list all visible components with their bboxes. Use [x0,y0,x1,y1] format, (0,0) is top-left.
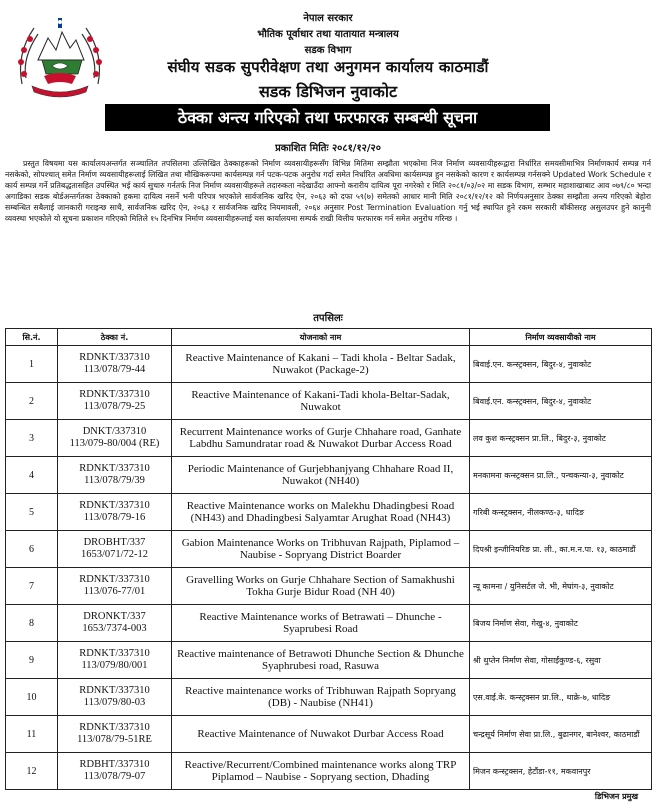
table-row [6,716,652,753]
cell-contract-no: RDNKT/337310 113/078/79-44 [58,346,172,383]
cell-project-name: Reactive/Recurrent/Combined maintenance works along TRP Piplamod – Naubise - Sopryang section, Dhading [172,753,470,790]
cell-builder-name: बिवाई.एन. कन्स्ट्रक्सन, बिदुर-४, नुवाकोट [470,346,652,383]
table-row [6,531,652,568]
cell-serial: 5 [6,494,58,531]
table-row [6,642,652,679]
cell-project-name: Periodic Maintenance of Gurjebhanjyang Chhahare Road II, Nuwakot (NH40) [172,457,470,494]
cell-contract-no: RDBHT/337310 113/078/79-07 [58,753,172,790]
department-name: सडक विभाग [304,45,352,56]
cell-builder-name: गरिबी कन्स्ट्रक्सन, नीलकण्ठ-३, धादिङ [470,494,652,531]
cell-builder-name: श्री थुप्तेन निर्माण सेवा, गोसाईंकुण्ड-६, रसुवा [470,642,652,679]
cell-project-name: Reactive Maintenance of Nuwakot Durbar Access Road [172,716,470,753]
cell-serial: 12 [6,753,58,790]
cell-serial: 3 [6,420,58,457]
cell-project-name: Reactive maintenance works of Tribhuwan Rajpath Sopryang (DB) - Naubise (NH41) [172,679,470,716]
cell-contract-no: RDNKT/337310 113/078/79/39 [58,457,172,494]
table-row [6,605,652,642]
table-row [6,679,652,716]
gov-name: नेपाल सरकार [303,13,353,24]
cell-contract-no: DRONKT/337 1653/7374-003 [58,605,172,642]
col-header-contract: ठेक्का नं. [58,329,172,346]
table-row [6,457,652,494]
cell-project-name: Reactive Maintenance works of Betrawati – Dhunche - Syaprubesi Road [172,605,470,642]
cell-builder-name: एस.वाई.के. कन्स्ट्रक्सन प्रा.लि., थाक्रे-७, धादिङ [470,679,652,716]
cell-contract-no: DNKT/337310 113/079-80/004 (RE) [58,420,172,457]
col-header-sn: सि.नं. [6,329,58,346]
table-row [6,420,652,457]
cell-serial: 10 [6,679,58,716]
cell-builder-name: लव कुश कन्स्ट्रक्सन प्रा.लि., बिदुर-३, नुवाकोट [470,420,652,457]
cell-project-name: Reactive Maintenance of Kakani – Tadi khola - Beltar Sadak, Nuwakot (Package-2) [172,346,470,383]
table-row [6,753,652,790]
cell-contract-no: RDNKT/337310 113/079/80/001 [58,642,172,679]
notice-title: ठेक्का अन्त्य गरिएको तथा फरफारक सम्बन्धी सूचना [105,104,550,131]
cell-contract-no: RDNKT/337310 113/079/80-03 [58,679,172,716]
cell-serial: 6 [6,531,58,568]
contracts-table [5,328,652,790]
tapsil-label: तपसिलः [313,313,343,324]
cell-project-name: Gabion Maintenance Works on Tribhuvan Rajpath, Piplamod – Naubise - Sopryang District Boarder [172,531,470,568]
cell-serial: 7 [6,568,58,605]
cell-contract-no: RDNKT/337310 113/076-77/01 [58,568,172,605]
cell-project-name: Recurrent Maintenance works of Gurje Chhahare road, Ganhate Labdhu Samundratar road & Nuwakot Durbar Access Road [172,420,470,457]
cell-contract-no: DROBHT/337 1653/071/72-12 [58,531,172,568]
cell-serial: 4 [6,457,58,494]
cell-contract-no: RDNKT/337310 113/078/79-16 [58,494,172,531]
table-row [6,383,652,420]
cell-project-name: Reactive Maintenance works on Malekhu Dhadingbesi Road (NH43) and Dhadingbesi Salyamtar Arughat Road (NH43) [172,494,470,531]
cell-builder-name: मनकामना कन्स्ट्रक्सन प्रा.लि., पन्चकन्या-३, नुवाकोट [470,457,652,494]
table-header-row [6,329,652,346]
cell-contract-no: RDNKT/337310 113/078/79-25 [58,383,172,420]
table-row [6,494,652,531]
cell-builder-name: बिवाई.एन. कन्स्ट्रक्सन, बिदुर-४, नुवाकोट [470,383,652,420]
cell-serial: 9 [6,642,58,679]
table-row [6,568,652,605]
notice-body: प्रस्तुत विषयमा यस कार्यालयअन्तर्गत सञ्चालित तपसिलमा उल्लिखित ठेक्काहरूको निर्माण व्यवसायीहरूसँग विभिन्न मितिमा सम्झौता भएकोमा निज निर्माण व्यवसायीहरूद्वारा निर्धारित समयसीमाभित्र निर्माणकार्य सम्पन्न गर्न नसकेको, सोपश्चात् समेत निर्माण व्यवसायीहरूलाई लिखित तथा मौखिकरूपमा कार्यसम्पन्न गर्न पटक-पटक अनुरोध गर्दा समेत निर्धारित अवधिमा कार्यसम्पन्न हुन नसकेको कारण र कार्यसम्पन्न गर्नसक्ने Updated Work Schedule र कार्य सम्पन्न गर्ने प्रतिबद्धतासहित उपस्थित भई कार्य सुचारु गर्नतर्फ निज निर्माण व्यवसायीहरूले तदारुकता नदेखाउँदा आफ्नो करारीय दायित्व पूरा नगरेको र मिति २०८१/०३/०२ मा सडक विभाग, सम्भार महाशाखाबाट आव ०७९/८० भन्दा अगाडिका सडक बोर्डअन्तर्गतका ठेक्काको हकमा दायित्व नसर्ने भनी परिपत्र भएकोले सार्वजनिक खरिद ऐन, २०६३ को दफा ५९(७) समेतको आधार मानी मिति २०८१/१२/१२ को निर्णयअनुसार ठेक्का सम्झौता अन्त्य गरिएको बेहोरा सम्बन्धित सबैलाई जानकारी गराइन्छ साथै, सार्वजनिक खरिद ऐन, २०६३ र सार्वजनिक खरिद नियमावली, २०६४ अनुसार Post Termination Evaluation गर्नु भई स्थापित हुने रकम सरकारी बाँकीसरह असुलउपर हुने कानुनी व्यवस्था भएकोले यो सूचना प्रकाशन गरिएको मितिले १५ दिनभित्र निर्माण व्यवसायीहरूलाई यस कार्यालयमा सम्पर्क राखी वित्तीय फरफारक गर्न समेत अनुरोध गरिन्छ । [5,159,651,223]
cell-contract-no: RDNKT/337310 113/078/79-51RE [58,716,172,753]
division-chief-signature-label: डिभिजन प्रमुख [594,792,638,801]
office-name: संघीय सडक सुपरीवेक्षण तथा अनुगमन कार्यालय काठमाडौं [167,58,489,76]
col-header-builder: निर्माण व्यवसायीको नाम [470,329,652,346]
cell-serial: 11 [6,716,58,753]
cell-project-name: Gravelling Works on Gurje Chhahare Section of Samakhushi Tokha Gurje Bidur Road (NH 40) [172,568,470,605]
cell-serial: 8 [6,605,58,642]
cell-project-name: Reactive Maintenance of Kakani-Tadi khola-Beltar-Sadak, Nuwakot [172,383,470,420]
cell-serial: 2 [6,383,58,420]
table-row [6,346,652,383]
col-header-project: योजनाको नाम [172,329,470,346]
cell-builder-name: दिपश्री इन्जीनियरिङ प्रा. ली., का.म.न.पा. १३, काठमाडौं [470,531,652,568]
cell-builder-name: न्यू कामना / युनिसर्टल जे. भी, मेघांग-३, नुवाकोट [470,568,652,605]
cell-builder-name: चन्द्रसूर्य निर्माण सेवा प्रा.लि., बुढानगर, बानेश्वर, काठमाडौं [470,716,652,753]
ministry-name: भौतिक पूर्वाधार तथा यातायात मन्त्रालय [257,29,399,40]
cell-builder-name: बिजय निर्माण सेवा, गेखु-४, नुवाकोट [470,605,652,642]
cell-project-name: Reactive maintenance of Betrawoti Dhunche Section & Dhunche Syaphrubesi road, Rasuwa [172,642,470,679]
division-name: सडक डिभिजन नुवाकोट [258,82,398,101]
published-date: प्रकाशित मितिः २०८१/१२/२० [275,143,381,154]
cell-serial: 1 [6,346,58,383]
cell-builder-name: मिजन कन्स्ट्रक्सन, हेटौंडा-११, मकवानपुर [470,753,652,790]
